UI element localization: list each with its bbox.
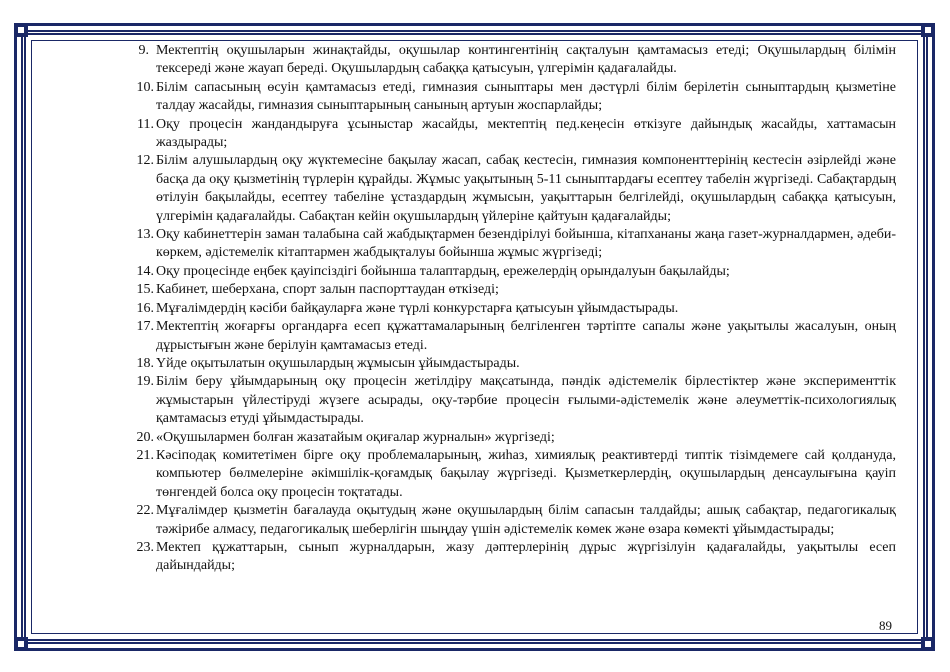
item-number: 19. — [136, 374, 154, 390]
list-item — [120, 42, 896, 79]
item-text: Мұғалімдер қызметін бағалауда оқытудың және оқушылардың білім сапасын талдайды; ашық сабақтар, педагогикалық тәжірибе алмасу, педагогикалық шеберлігін шыңдау үшін әдістемелік көмек және өзара көмекті ұйымдастырады; — [156, 503, 896, 537]
item-text: Білім сапасының өсуін қамтамасыз етеді, гимназия сыныптары мен дәстүрлі білім берілетін сыныптардың қызметіне талдау жасайды, гимназия сыныптарының санының артуын жоспарлайды; — [156, 79, 896, 114]
list-item — [120, 502, 896, 539]
item-number: 13. — [136, 227, 154, 243]
list-item — [120, 355, 896, 373]
item-text: Оқу процесінде еңбек қауіпсіздігі бойынша талаптардың, ережелердің орындалуын бақылайды; — [156, 263, 730, 279]
item-text: Кәсіподақ комитетімен бірге оқу проблемаларының, жиhаз, химиялық реактивтерді типтік тізімдемеге сай қолдануда, компьютер бөлмелеріне әкімшілік-қоғамдық бақылау жүргізеді. Қызметкерлердің, оқушылардың денсаулығына қауіп төнгендей болса оқу процесін тоқтатады. — [156, 447, 896, 500]
border-corner-ornament — [14, 637, 28, 651]
item-text: Білім беру ұйымдарының оқу процесін жетілдіру мақсатында, пәндік әдістемелік бірлестіктер және эксперименттік жұмыстарын үйлестіруді жүзеге асырады, оқу-тәрбие процесін ғылыми-әдістемелік және әлеуметтік-психологиялық қамтамасыз етуді ұйымдастырады. — [156, 374, 896, 427]
list-item — [120, 539, 896, 576]
border-corner-ornament — [14, 23, 28, 37]
list-item — [120, 79, 896, 116]
item-text: «Оқушылармен болған жазатайым оқиғалар журналын» жүргізеді; — [156, 429, 555, 445]
duties-list — [120, 42, 896, 576]
item-text: Мектеп құжаттарын, сынып журналдарын, жазу дәптерлерінің дұрыс жүргізілуін қадағалайды, уақытылы есеп дайындайды; — [156, 539, 896, 574]
item-number: 20. — [136, 429, 154, 445]
page-number: 89 — [879, 618, 892, 633]
item-number: 12. — [136, 153, 154, 169]
list-item — [120, 152, 896, 226]
item-text: Мектептің оқушыларын жинақтайды, оқушылар контингентінің сақталуын қамтамасыз етеді; Оқушылардың білімін тексереді және жауап береді. Оқушылардың сабаққа қатысуын, үлгерімін қадағалайды. — [156, 43, 896, 77]
item-number: 23. — [136, 539, 154, 555]
list-item — [120, 263, 896, 281]
item-number: 10. — [136, 79, 154, 95]
item-text: Оқу процесін жандандыруға ұсыныстар жасайды, мектептің пед.кеңесін өткізуге дайындық жасайды, хаттамасын жаздырады; — [156, 116, 896, 151]
item-number: 14. — [136, 263, 154, 279]
item-number: 22. — [136, 503, 154, 519]
item-number: 15. — [136, 282, 154, 298]
item-text: Кабинет, шеберхана, спорт залын паспорттаудан өткізеді; — [156, 282, 499, 298]
list-item — [120, 373, 896, 428]
border-corner-ornament — [921, 23, 935, 37]
item-text: Мұғалімдердің кәсіби байқауларға және түрлі конкурстарға қатысуын ұйымдастырады. — [156, 300, 679, 316]
list-item — [120, 447, 896, 502]
list-item — [120, 300, 896, 318]
item-number: 9. — [138, 43, 149, 58]
list-item — [120, 226, 896, 263]
list-item — [120, 318, 896, 355]
item-number: 18. — [136, 355, 154, 371]
item-number: 17. — [136, 319, 154, 335]
list-item — [120, 429, 896, 447]
item-text: Үйде оқытылатын оқушылардың жұмысын ұйымдастырады. — [156, 355, 520, 371]
item-text: Оқу кабинеттерін заман талабына сай жабдықтармен безендірілуі бойынша, кітапхананы жаңа газет-журналдармен, әдеби- көркем, әдістемелік кітаптармен жабдықталуы бойынша жұмыс жүргізеді; — [156, 227, 896, 261]
item-number: 21. — [136, 447, 154, 463]
item-number: 16. — [136, 300, 154, 316]
list-item — [120, 116, 896, 153]
border-corner-ornament — [921, 637, 935, 651]
item-text: Білім алушылардың оқу жүктемесіне бақылау жасап, сабақ кестесін, гимназия компоненттерінің кестесін әзірлейді және басқа да оқу қызметінің түрлерін құрайды. Жұмыс уақытының 5-11 сыныптардағы есептеу табелін жүргізеді. Сабақтардың өтілуін бақылайды, есептеу табеліне ұстаздардың жұмысын, уақыттарын белгілейді, оқушылардың сабаққа қатысуын, үлгерімін қадағалайды. Сабақтан кейін оқушылардың үйлеріне қайтуын қадағалайды; — [156, 153, 896, 224]
item-text: Мектептің жоғарғы органдарға есеп құжаттамаларының белгіленген тәртіпте сапалы және уақытылы жасалуын, оның дұрыстығын және берілуін қамтамасыз етеді. — [156, 319, 896, 353]
item-number: 11. — [137, 116, 154, 132]
list-item — [120, 281, 896, 299]
